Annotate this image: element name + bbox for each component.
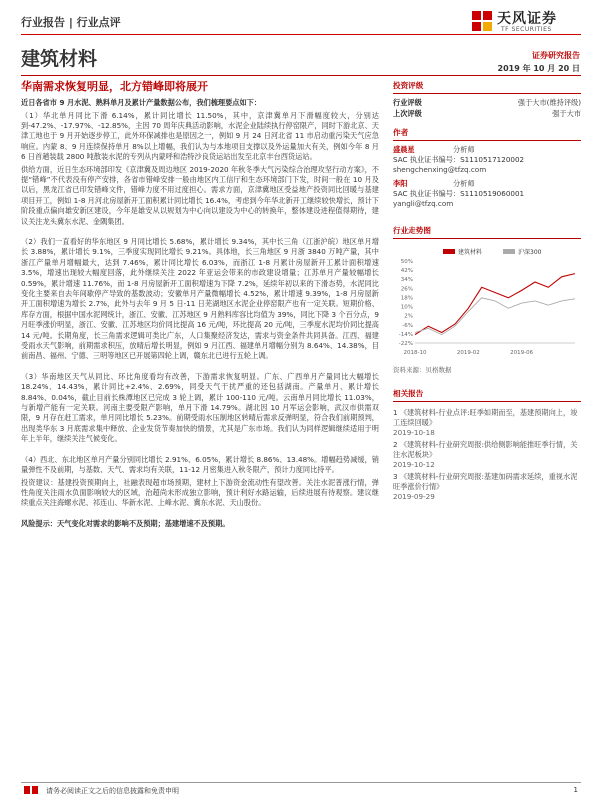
x-tick-label: 2019-02 <box>456 350 480 356</box>
header-rule <box>21 34 581 35</box>
x-tick-label: 2019-06 <box>510 350 534 356</box>
trend-chart-svg <box>393 245 581 357</box>
footer-disclaimer: 请务必阅读正文之后的信息披露和免责申明 <box>46 787 179 795</box>
footer-rule <box>21 782 581 783</box>
paragraph-south-china: （3）华南地区天气从同比、环比角度看均有改善，下游需求恢复明显。广东、广西单月产量同比大幅增长 18.24%、14.43%，累计同比+2.4%、2.69%，同受天气干扰严重的还包括湖南。产量单月、累计增长 8.84%、0.04%，截止目前长株潭地区已完成 3 轮上调，累计 100-110 元/吨。云南单月同比增长 11.03%，与新增产能有一定关联。河南主要受限产影响，单月下滑 14.79%。湖北因 10 月军运会影响，武汉市供需双限，9 月存在赶工需求，单月同比增长 5.23%。前期受雨水压制地区转晴后需求反弹明显，符合我们前期预判，出现类华东 3 月底需求集中释放、企业发货节奏加快的情景，尤其是广东市场。我们认为同样逻辑继续适用于明年上半年，继续关注气候变化。 <box>21 371 379 444</box>
author-role: 分析师 <box>453 145 475 154</box>
legend-label: 沪深300 <box>518 249 542 256</box>
risk-warning: 风险提示：天气变化对需求的影响不及预期；基建增速不及预期。 <box>21 518 230 528</box>
author-card <box>393 145 581 175</box>
related-section-title: 相关报告 <box>393 388 581 402</box>
investment-advice: 投资建议：基建投资预期向上，社融表现超市场预期，建材上下游资金流动性有望改善。关注水泥普涨行情，弹性角度关注雨水负面影响较大的区域，治超尚未形成独立影响，预计利好水路运输，后续进展有待观察。建议继续重点关注海螺水泥、祁连山、华新水泥、上峰水泥、冀东水泥、天山股份。 <box>21 477 379 508</box>
y-tick-label: 34% <box>400 277 413 284</box>
y-tick-label: 42% <box>400 268 413 275</box>
authors-section-title: 作者 <box>393 127 581 141</box>
paragraph-north-china: （1）华北单月同比下滑 6.14%，累计同比增长 11.50%，其中，京津冀单月下滑幅度较大，分别达到-47.2%、-17.97%、-12.85%，主因 70 周年庆典活动影响，水泥企业陆续执行停窑限产，同时下游北京、天津工地也于 9 月开始逐步停工，此外环保减排也是原因之一，例如 9 月 24 日河北省 11 市启动重污染天气应急响应。内蒙 8、9 月连续保持单月 8%以上增幅，我们认为与本地项目支撑以及外运量加大有关，例如今年 8 月 6 日首趟装载 2800 吨散装水泥的专列从内蒙呼和浩特沙良货运站出发至北京丰台西货运站。 <box>21 110 379 162</box>
prev-rating-label: 上次评级 <box>393 109 422 118</box>
y-tick-label: -22% <box>398 341 413 347</box>
author-name: 盛晨星 <box>393 145 415 154</box>
author-card <box>393 179 581 209</box>
legend-swatch <box>443 249 455 254</box>
author-cert: SAC 执业证书编号：S1110519060001 <box>393 189 525 198</box>
author-cert: SAC 执业证书编号：S1110517120002 <box>393 155 525 164</box>
page-number: 1 <box>573 786 578 794</box>
y-tick-label: 2% <box>404 313 413 320</box>
footer-logo-icon <box>24 784 40 796</box>
rating-section-title: 投资评级 <box>393 80 581 94</box>
rating-row <box>393 97 581 108</box>
related-reports <box>393 408 581 502</box>
related-report-date: 2019-09-29 <box>393 492 435 501</box>
y-tick-label: -14% <box>398 331 413 338</box>
intro-text: 近日各省市 9 月水泥、熟料单月及累计产量数据公布，我们梳理要点如下： <box>21 98 262 107</box>
trend-chart <box>393 245 581 365</box>
paragraph-northwest-northeast: （4）西北、东北地区单月产量分别同比增长 2.91%、6.05%，累计增长 8.86%、13.48%。增幅趋势减缓，销量弹性不及前期，与基数、天气、需求均有关联，11-12 月密集进入秋冬限产，预计力度同比持平。 <box>21 454 379 475</box>
y-tick-label: -6% <box>402 322 413 329</box>
related-report-title: 2 《建筑材料-行业研究周报:供给侧影响能推旺季行情，关注水泥板块》 <box>393 440 578 459</box>
logo-text-en: TF SECURITIES <box>501 26 552 33</box>
paragraph-supply-demand: 供给方面，近日生态环境部印发《京津冀及周边地区 2019-2020 年秋冬季大气污染综合治理攻坚行动方案》，不提“错峰”不代表没有停产安排，各省市错峰安排一般由地区内工信厅和生态环境部门下发，时间一般在 10 月及以后，黑龙江省已印发错峰文件，错峰力度不用过度担心。需求方面，京津冀地区受益地产投资同比回暖与基建项目开工，例如 1-8 月河北房屋新开工面积累计同比增长 16.4%，考虑到今年华北新开工继续较快增长，预计下阶段重点偏向雄安新区建设，今年是雄安从以规划为中心向以建设为中心的转换年，整体建设进程值得期待，建议关注龙头冀东水泥、金隅集团。 <box>21 164 379 226</box>
report-kind: 证券研究报告 <box>532 51 580 60</box>
tf-logo-icon <box>471 10 493 32</box>
rating-value: 强于大市(维持评级) <box>517 98 581 107</box>
logo-text-cn: 天风证券 <box>497 11 557 27</box>
legend-label: 建筑材料 <box>458 249 483 256</box>
author-email[interactable]: shengchenxing@tfzq.com <box>393 165 487 174</box>
title-rule <box>21 75 581 76</box>
rating-label: 行业评级 <box>393 98 422 107</box>
prev-rating-value: 强于大市 <box>552 109 581 118</box>
author-role: 分析师 <box>453 179 475 188</box>
related-report-item[interactable] <box>393 440 581 470</box>
y-tick-label: 10% <box>400 304 413 311</box>
chart-source: 资料来源：贝格数据 <box>393 366 452 374</box>
legend-swatch <box>503 249 515 254</box>
trend-section-title: 行业走势图 <box>393 225 581 239</box>
sector-title: 建筑材料 <box>21 48 98 70</box>
related-report-item[interactable] <box>393 472 581 502</box>
author-email[interactable]: yangli@tfzq.com <box>393 199 454 208</box>
related-report-title: 1 《建筑材料-行业点评:旺季如期而至，基建预期向上，竣工连续回暖》 <box>393 408 578 427</box>
doc-type-label: 行业报告 | 行业点评 <box>21 16 121 29</box>
author-name: 李阳 <box>393 179 408 188</box>
related-report-date: 2019-10-18 <box>393 428 435 437</box>
y-tick-label: 26% <box>400 286 413 293</box>
y-tick-label: 18% <box>400 295 413 302</box>
report-date: 2019 年 10 月 20 日 <box>497 64 580 73</box>
paragraph-east-china: （2）我们一直看好的华东地区 9 月同比增长 5.68%，累计增长 9.34%，其中长三角（江浙沪皖）地区单月增长 3.88%，累计增长 9.1%，三季度实现同比增长 9.21%。具体地，长三角地区 9 月浙 3840 万吨产量，其中浙江产量单月增幅最大，达到 7.46%，累计同比增长 6.03%，而浙江 1-8 月累计房屋新开工累计面积增速 3.5%，增速出现较大幅度回落，此外继续关注 2022 年亚运会带来的市政建设增量；江苏单月产量较幅增长 0.59%，累计增速 11.76%，而 1-8 月房屋新开工面积增速为下降 7.2%，延续年初以来的下滑态势，水泥同比变化主要来自去年间歇停产导致的基数波动；安徽单月产量微幅增长 4.52%，累计增速 9.39%，1-8 月房屋新开工面积增速为增长 2.7%，此外与去年 9 月 5 日-11 日芜湖地区水泥企业停窑限产也有一定关联。短期价格、库存方面，根据中国水泥网统计，浙江、安徽、江苏地区 9 月熟料库容比均值为 39%，同比下降 3 个百分点，9 月旺季涨价明显，浙江、安徽、江苏地区均价同比提高 16 元/吨，环比提高 20 元/吨，三季度水泥均价同比提高 14 元/吨。长期角度，长三角需求逻辑可类比广东，人口集聚经济发达，需求与资金条件共同具备。江西、福建受雨水天气影响，前期需求积压，放晴后增长明显，例如 9 月江西、福建单月增幅分别为 8.64%、14.38%，目前南昌、福州、宁德、三明等地区已开展第四轮上调，赣东北已进行五轮上调。 <box>21 236 379 361</box>
x-tick-label: 2018-10 <box>403 350 427 356</box>
headline: 华南需求恢复明显，北方错峰即将展开 <box>21 80 208 93</box>
y-tick-label: 50% <box>400 259 413 265</box>
related-report-date: 2019-10-12 <box>393 460 435 469</box>
sidebar <box>393 80 581 504</box>
related-report-item[interactable] <box>393 408 581 438</box>
series-line-1 <box>415 298 575 335</box>
related-report-title: 3 《建筑材料-行业研究周报:基建加码需求延续，重视水泥旺季涨价行情》 <box>393 472 578 491</box>
prev-rating-row <box>393 108 581 119</box>
main-body <box>21 80 379 529</box>
report-header <box>21 8 581 36</box>
